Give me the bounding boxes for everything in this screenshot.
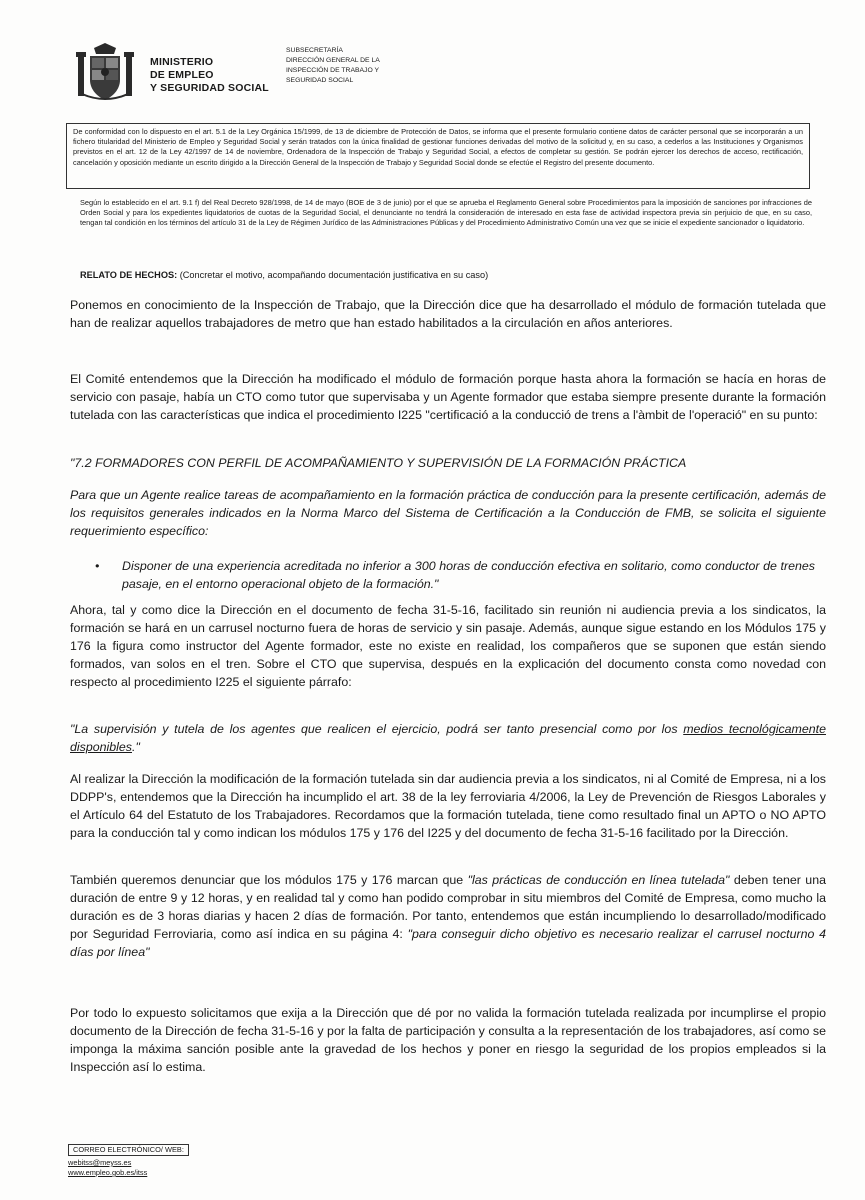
paragraph-3: Ahora, tal y como dice la Dirección en el documento de fecha 31-5-16, facilitado sin reunión ni audiencia previa a los sindicatos, la formación se hará en un carrusel nocturno fuera de horas de servicio y sin pasaje. Además, aunque sigue estando en los Módulos 175 y 176 la figura como instructor del Agente formador, este no existe en realidad, los compañeros que se suponen que están siendo formados, van solos en el tren. Sobre el CTO que supervisa, después en la explicación del documento consta como novedad con respecto al procedimiento I225 el siguiente párrafo: [70,603,826,689]
web-link[interactable]: www.empleo.gob.es/itss [68,1168,148,1177]
sub-line: SUBSECRETARÍA [286,47,343,54]
email-link[interactable]: webitss@meyss.es [68,1158,132,1167]
paragraph-5 [70,871,826,961]
relato-heading [80,270,488,280]
bullet-text: Disponer de una experiencia acreditada no inferior a 300 horas de conducción efectiva en solitario, como conductor de trenes pasaje, en el entorno operacional objeto de la formación." [122,559,815,591]
quote-paragraph: Para que un Agente realice tareas de acompañamiento en la formación práctica de conducción para la presente certificación, además de los requisitos generales indicados en la Norma Marco del Sistema de Certificación a la Conducción de FMB, se solicita el siguiente requerimiento específico: [70,488,826,538]
sub-line: SEGURIDAD SOCIAL [286,77,354,84]
relato-hint: (Concretar el motivo, acompañando documentación justificativa en su caso) [177,270,489,280]
privacy-notice-box: De conformidad con lo dispuesto en el art. 5.1 de la Ley Orgánica 15/1999, de 13 de diciembre de Protección de Datos, se informa que el presente formulario contiene datos de carácter personal que se incorporarán a un fichero titularidad del Ministerio de Empleo y Seguridad Social y serán tratados con la única finalidad de gestionar funciones derivadas del motivo de la solicitud y, en su caso, a cederlos a las Instituciones y Organismos previstos en el art. 12 de la Ley 42/1997 de 14 de noviembre, Ordenadora de la Inspección de Trabajo y Seguridad Social, a efectos de completar su gestión. Se podrán ejercer los derechos de acceso, rectificación, cancelación y oposición mediante un escrito dirigido a la Dirección General de la Inspección de Trabajo y Seguridad Social donde se efectúe el Registro del presente documento. [66,123,810,189]
p5-text-a: También queremos denunciar que los módulos 175 y 176 marcan que [70,873,468,887]
contact-block [68,1144,189,1178]
coat-of-arms-icon [74,42,136,104]
sub-line: INSPECCIÓN DE TRABAJO Y [286,67,380,74]
paragraph-6: Por todo lo expuesto solicitamos que exija a la Dirección que dé por no valida la formación tutelada realizada por incumplirse el propio documento de la Dirección de fecha 31-5-16 y por la falta de participación y consulta a la representación de los trabajadores, así como se imponga la máxima sanción posible ante la gravedad de los hechos y poner en riesgo la seguridad de los propios empleados si la Inspección así lo estima. [70,1006,826,1074]
paragraph-2: El Comité entendemos que la Dirección ha modificado el módulo de formación porque hasta ahora la formación se hacía en horas de servicio con pasaje, había un CTO como tutor que supervisaba y un Agente formador que estaba siempre presente durante la formación tutelada con las características que indica el procedimiento I225 "certificació a la conducció de trens a l'àmbit de l'operació" en su punto: [70,372,826,422]
paragraph-1: Ponemos en conocimiento de la Inspección de Trabajo, que la Dirección dice que ha desarrollado el módulo de formación tutelada que han de realizar aquellos trabajadores de metro que han estado habilitados a la circulación en años anteriores. [70,298,826,330]
subsecretaria-block [286,46,380,86]
sub-line: DIRECCIÓN GENERAL DE LA [286,57,380,64]
decree-notice: Según lo establecido en el art. 9.1 f) del Real Decreto 928/1998, de 14 de mayo (BOE de 3 de junio) por el que se aprueba el Reglamento General sobre Procedimientos para la imposición de sanciones por infracciones de Orden Social y para los expedientes liquidatorios de cuotas de la Seguridad Social, el denunciante no tendrá la consideración de interesado en esta fase de actividad inspectora previa sin perjuicio de que, en su caso, tengan tal condición en los términos del artículo 31 de la Ley de Régimen Jurídico de las Administraciones Públicas y del Procedimiento Administrativo Común una vez que se inicie el expediente sancionador o liquidatorio. [80,198,812,228]
bullet-icon: • [95,559,100,573]
ministry-name [150,56,269,95]
relato-label: RELATO DE HECHOS: [80,270,178,280]
p5-quote-a: "las prácticas de conducción en línea tutelada" [467,873,730,887]
contact-label: CORREO ELECTRÓNICO/ WEB: [68,1144,189,1156]
ministry-line: Y SEGURIDAD SOCIAL [150,82,269,94]
p5-quote-b: "para conseguir dicho objetivo es necesario realizar el carrusel nocturno 4 días por línea" [70,927,826,959]
supervision-quote-underlined: medios tecnológicamente disponibles [70,722,826,754]
letterhead [74,40,814,110]
quote-heading: "7.2 FORMADORES CON PERFIL DE ACOMPAÑAMIENTO Y SUPERVISIÓN DE LA FORMACIÓN PRÁCTICA [70,456,687,470]
ministry-line: DE EMPLEO [150,69,214,81]
supervision-quote [70,720,826,756]
p5-text-b: deben tener una duración de entre 9 y 12 horas, y en realidad tal y como han podido comprobar in situ miembros del Comité de Empresa, como mucho la duración es de 3 horas diarias y hacen 2 días de formación. Por tanto, entendemos que están incumpliendo lo desarrollado/modificado por Seguridad Ferroviaria, como así indica en su página 4: [70,873,826,941]
supervision-quote-text: "La supervisión y tutela de los agentes que realicen el ejercicio, podrá ser tanto presencial como por los [70,722,684,736]
paragraph-4: Al realizar la Dirección la modificación de la formación tutelada sin dar audiencia previa a los sindicatos, ni al Comité de Empresa, ni a los DDPP's, entendemos que la Dirección ha incumplido el art. 38 de la ley ferroviaria 4/2006, la Ley de Prevención de Riesgos Laborales y el Artículo 64 del Estatuto de los Trabajadores. Recordamos que la formación tutelada, tiene como resultado final un APTO o NO APTO para la conducción tal y como indican los módulos 175 y 176 del I225 y del documento de fecha 31-5-16 facilitado por la Dirección. [70,772,826,840]
supervision-quote-end: ." [132,740,140,754]
ministry-line: MINISTERIO [150,56,214,68]
